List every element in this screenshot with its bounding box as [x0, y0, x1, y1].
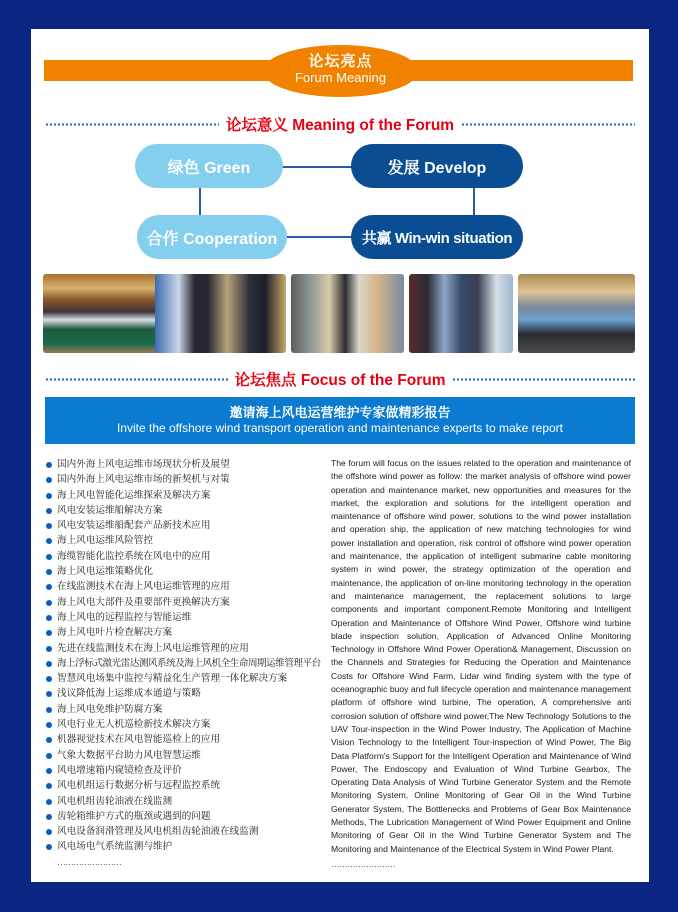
topic-item: 在线监测技术在海上风电运维管理的应用 — [45, 579, 335, 594]
meaning-heading-text: 论坛意义 Meaning of the Forum — [225, 117, 455, 134]
banner-title-en: Invite the offshore wind transport operation and maintenance experts to make report — [116, 421, 564, 435]
event-photo-turbine-display — [291, 274, 404, 353]
topic-item: 国内外海上风电运维市场的新契机与对策 — [45, 472, 335, 487]
topic-item: 齿轮箱维护方式的瓶颈或遇到的问题 — [45, 809, 335, 824]
focus-banner — [45, 397, 635, 444]
meaning-node-green — [135, 144, 283, 188]
topic-item: 海上风电运维策略优化 — [45, 564, 335, 579]
header-badge — [263, 45, 418, 97]
topic-item: 风电行业无人机巡检新技术解决方案 — [45, 717, 335, 732]
meaning-node-winwin — [351, 215, 523, 259]
meaning-node-cooperation — [137, 215, 287, 259]
topic-item: 浅议降低海上运维成本通道与策略 — [45, 686, 335, 701]
topic-item: 先进在线监测技术在海上风电运维管理的应用 — [45, 641, 335, 656]
dotted-divider-right — [461, 123, 635, 126]
meaning-node-label: 发展 Develop — [387, 159, 487, 177]
topic-item: 气象大数据平台助力风电智慧运维 — [45, 748, 335, 763]
topic-item: 海上风电运维风险管控 — [45, 533, 335, 548]
topic-item: 海上风电大部件及重要部件更换解决方案 — [45, 595, 335, 610]
banner-title-cn: 邀请海上风电运营维护专家做精彩报告 — [229, 405, 451, 420]
event-photo-exhibition-hall — [518, 274, 635, 353]
meaning-node-label: 共赢 Win-win situation — [361, 229, 513, 247]
topic-item: 风电设备润滑管理及风电机组齿轮油液在线监测 — [45, 824, 335, 839]
brochure-page — [31, 29, 649, 882]
topic-item: 海缆智能化监控系统在风电中的应用 — [45, 549, 335, 564]
meaning-node-label: 合作 Cooperation — [146, 230, 278, 248]
event-photo-discussion — [155, 274, 286, 353]
dotted-divider-left — [45, 378, 228, 381]
meaning-section-heading — [45, 113, 635, 135]
event-photo-media-interview — [409, 274, 513, 353]
connector-green-develop — [281, 166, 353, 168]
topic-item: 风电增速箱内窥镜检查及评价 — [45, 763, 335, 778]
dotted-divider-right — [452, 378, 635, 381]
topic-item: 海上浮标式激光雷达测风系统及海上风机全生命周期运维管理平台 — [45, 656, 335, 671]
topic-item: 海上风电叶片检查解决方案 — [45, 625, 335, 640]
topic-item: 风电安装运维船配套产品新技术应用 — [45, 518, 335, 533]
topic-item: 风电机组齿轮油液在线监测 — [45, 794, 335, 809]
topic-item: 风电安装运维船解决方案 — [45, 503, 335, 518]
connector-cooperation-winwin — [281, 236, 353, 238]
dotted-divider-left — [45, 123, 219, 126]
focus-description-text: The forum will focus on the issues related to the operation and maintenance of the offshore wind power as follow: the market analysis of offshore wind power operation and maintenance market, new opportunities and measures for the market, the exploration and solutions for the intelligent operation and maintenance of offshore wind power, solutions to the wind power installation and operation ship, the application of new matching technologies for wind power installation and operation, risk control of offshore wind power operation and maintenance, the application of intelligent submarine cable monitoring system in wind power, the strategy optimization of the operation and maintenance, the application of on-line monitoring technology in the operation and maintenance management, the replacement solutions to large components and important component.Remote Monitoring and Intelligent Operation and Maintenance of Offshore Wind Power, Offshore wind turbine blade inspection solution, Application of Advanced Online Monitoring Technology in Offshore Wind Power Operation& Management, Discussion on the Channels and Strategies for Reducing the Operation and Maintenance Costs for Offshore Wind Farm, Lidar wind finding system with the type of oceanographic buoy and full lifecycle operation and maintenance management platform of offshore wind turbine, The operation, A comprehensive anti corrosion solution of offshore wind power,The New Technology Solutions to the UAV Tour-inspection in the Wind Power Industry, The Application of Machine Vision Technology to the Intelligent Tour-inspection of Wind Power, The Big Data Platform's Support for the Intelligent Operation and Maintenance of Wind Power, The Endoscopy and Evaluation of Wind Turbine Gearbox, The Operating Data Analysis of Wind Turbine Generator System and the Remote Monitoring System, Online Monitoring of Gear Oil in the Wind Turbine Generator System, The Bottlenecks and Problems of Gear Box Maintenance Methods, The Lubrication Management of Wind Power Equipment and Online Monitoring of Gear Oil in the Wind Turbine Generator System and The Monitoring and Maintenance of the Electrical System in Wind Power Plant. — [331, 458, 631, 854]
topic-item: 海上风电免维护防腐方案 — [45, 702, 335, 717]
header-title-en: Forum Meaning — [294, 70, 387, 85]
topic-item: 智慧风电场集中监控与精益化生产管理一体化解决方案 — [45, 671, 335, 686]
description-more-ellipsis: …………………… — [331, 858, 395, 869]
topics-list — [45, 457, 335, 869]
topic-item: 海上风电的远程监控与智能运维 — [45, 610, 335, 625]
topic-item: 风电机组运行数据分析与远程监控系统 — [45, 778, 335, 793]
event-photo-conference-hall — [43, 274, 161, 353]
topic-item: 海上风电智能化运维探索及解决方案 — [45, 488, 335, 503]
focus-section-heading — [45, 368, 635, 390]
header-title-cn: 论坛亮点 — [308, 53, 373, 70]
focus-description — [331, 457, 631, 872]
focus-heading-text: 论坛焦点 Focus of the Forum — [234, 372, 446, 389]
topics-more-ellipsis: …………………… — [57, 856, 121, 867]
meaning-node-label: 绿色 Green — [167, 159, 251, 177]
topic-item: 国内外海上风电运维市场现状分析及展望 — [45, 457, 335, 472]
meaning-node-develop — [351, 144, 523, 188]
topic-item: 风电场电气系统监测与维护 — [45, 839, 335, 854]
topic-item: 机器视觉技术在风电智能巡检上的应用 — [45, 732, 335, 747]
